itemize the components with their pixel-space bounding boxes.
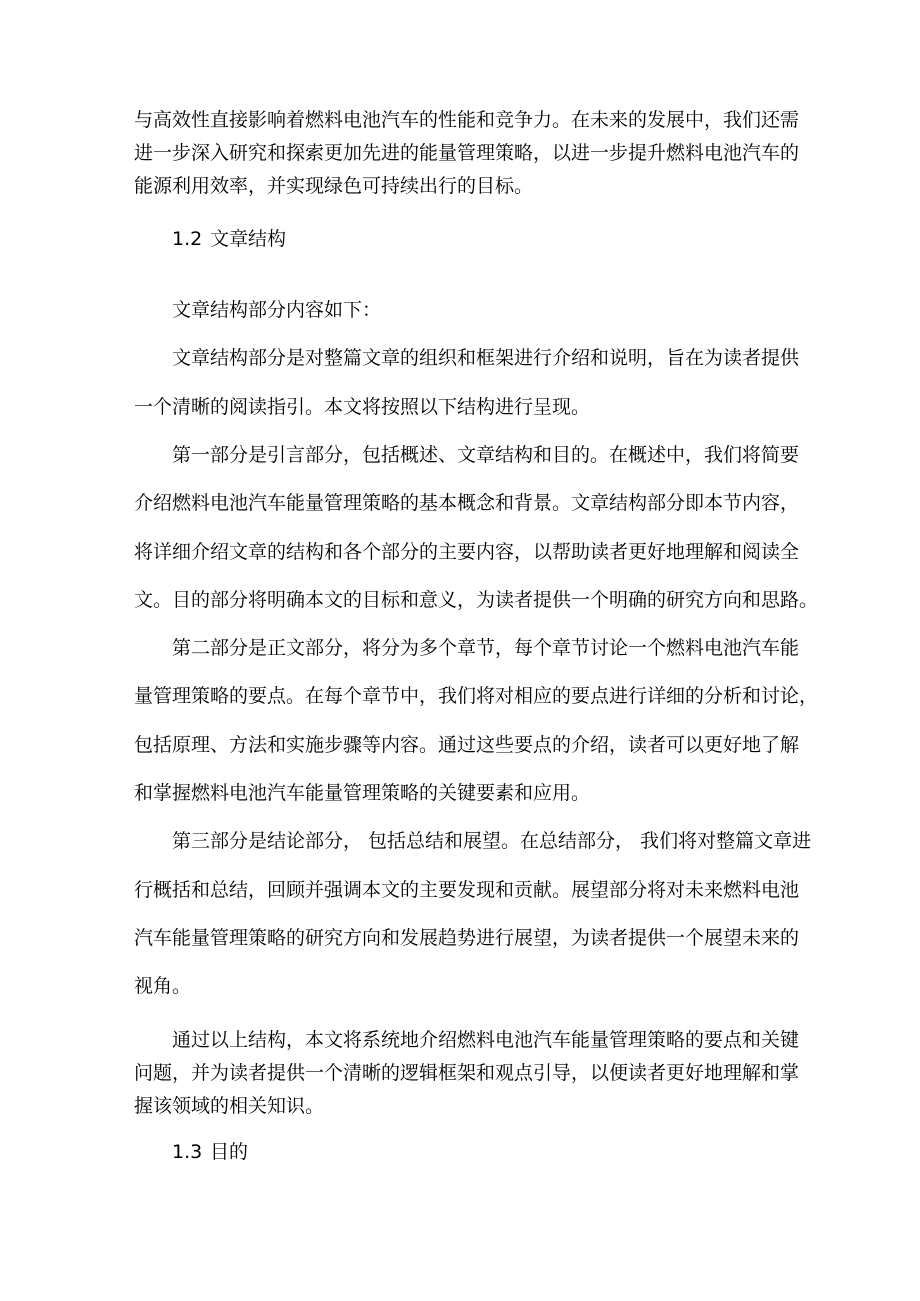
- text-line: 进一步深入研究和探索更加先进的能量管理策略，以进一步提升燃料电池汽车的: [134, 142, 800, 164]
- text-line: 能源利用效率，并实现绿色可持续出行的目标。: [134, 175, 534, 197]
- text-line: 第一部分是引言部分，包括概述、文章结构和目的。在概述中，我们将简要: [172, 444, 800, 466]
- section-number: 1.2: [172, 228, 203, 250]
- text-line: 介绍燃料电池汽车能量管理策略的基本概念和背景。文章结构部分即本节内容，: [134, 492, 800, 514]
- section-title: 文章结构: [210, 228, 287, 250]
- text-line: 文章结构部分是对整篇文章的组织和框架进行介绍和说明，旨在为读者提供: [172, 347, 800, 369]
- text-line: 通过以上结构，本文将系统地介绍燃料电池汽车能量管理策略的要点和关键: [172, 1029, 800, 1051]
- text-line: 一个清晰的阅读指引。本文将按照以下结构进行呈现。: [134, 396, 591, 418]
- section-heading-1-2: [172, 225, 852, 253]
- text-line: 量管理策略的要点。在每个章节中，我们将对相应的要点进行详细的分析和讨论，: [134, 685, 819, 707]
- text-line: 行概括和总结，回顾并强调本文的主要发现和贡献。展望部分将对未来燃料电池: [134, 879, 800, 901]
- text-line: 第二部分是正文部分，将分为多个章节，每个章节讨论一个燃料电池汽车能: [172, 637, 800, 659]
- text-line: 视角。: [134, 975, 192, 997]
- text-line: 和掌握燃料电池汽车能量管理策略的关键要素和应用。: [134, 782, 591, 804]
- text-line: 文。目的部分将明确本文的目标和意义，为读者提供一个明确的研究方向和思路。: [134, 589, 819, 611]
- structure-intro: 文章结构部分内容如下：: [172, 299, 382, 321]
- section-title: 目的: [210, 1141, 249, 1163]
- section-heading-1-3: [172, 1138, 852, 1166]
- text-line: 第三部分是结论部分， 包括总结和展望。在总结部分， 我们将对整篇文章进: [172, 830, 812, 852]
- text-line: 汽车能量管理策略的研究方向和发展趋势进行展望，为读者提供一个展望未来的: [134, 927, 800, 949]
- text-line: 与高效性直接影响着燃料电池汽车的性能和竞争力。在未来的发展中，我们还需: [134, 109, 800, 131]
- text-line: 握该领域的相关知识。: [134, 1095, 325, 1117]
- text-line: 将详细介绍文章的结构和各个部分的主要内容，以帮助读者更好地理解和阅读全: [134, 541, 800, 563]
- section-number: 1.3: [172, 1141, 203, 1163]
- text-line: 问题，并为读者提供一个清晰的逻辑框架和观点引导，以便读者更好地理解和掌: [134, 1062, 800, 1084]
- text-line: 包括原理、方法和实施步骤等内容。通过这些要点的介绍，读者可以更好地了解: [134, 734, 800, 756]
